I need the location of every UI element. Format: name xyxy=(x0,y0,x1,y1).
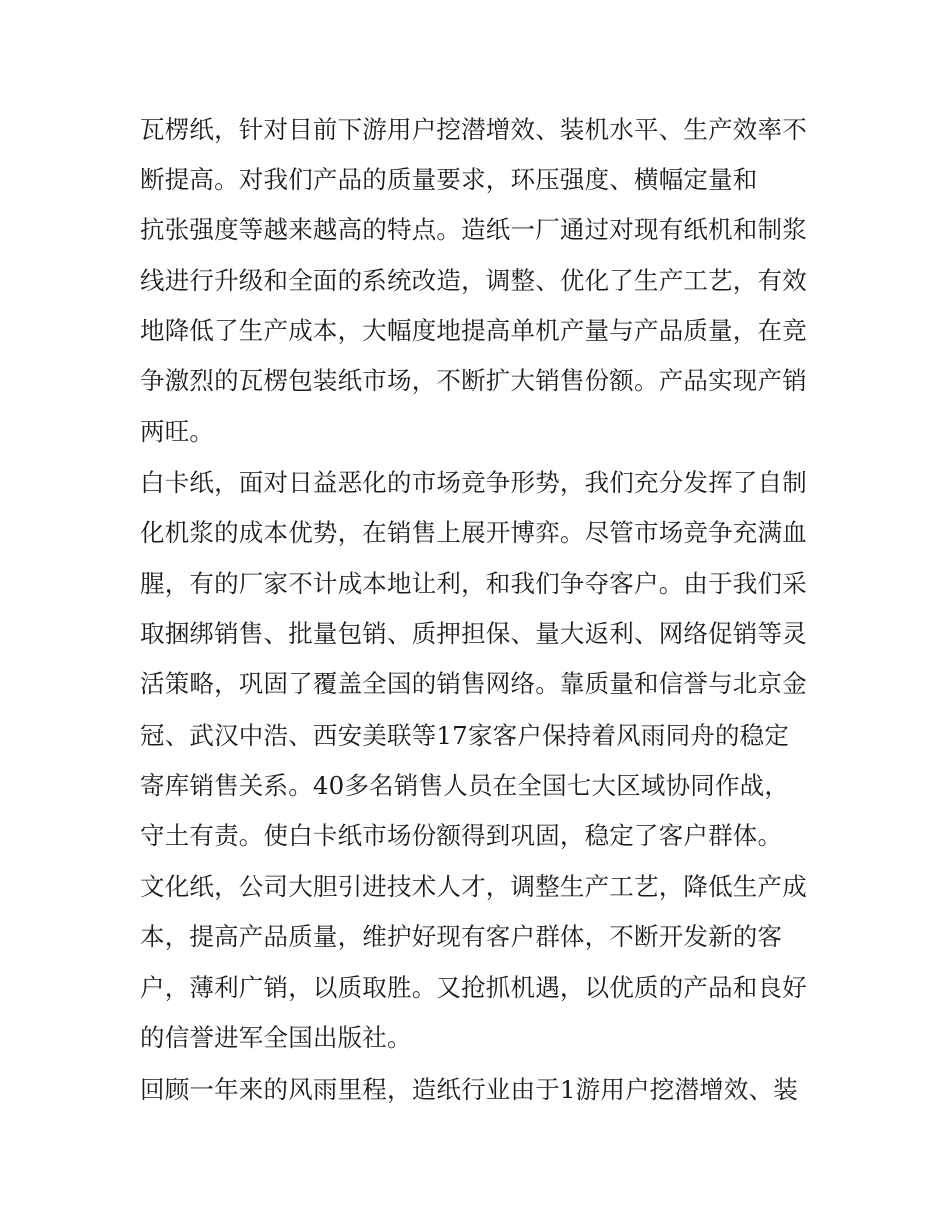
text-line-4: 线进行升级和全面的系统改造，调整、优化了生产工艺，有效 xyxy=(140,266,807,295)
text-line-3: 抗张强度等越来越高的特点。造纸一厂通过对现有纸机和制浆 xyxy=(140,215,807,244)
text-line-18: 户，薄利广销，以质取胜。又抢抓机遇，以优质的产品和良好 xyxy=(140,973,807,1002)
text-line-13: 冠、武汉中浩、西安美联等17家客户保持着风雨同舟的稳定 xyxy=(140,721,790,750)
text-line-5: 地降低了生产成本，大幅度地提高单机产量与产品质量，在竞 xyxy=(140,316,807,345)
text-line-19: 的信誉进军全国出版社。 xyxy=(140,1023,412,1052)
text-line-7: 两旺。 xyxy=(140,417,215,446)
text-line-14: 寄库销售关系。40多名销售人员在全国七大区域协同作战， xyxy=(140,771,790,800)
text-line-10: 腥，有的厂家不计成本地让利，和我们争夺客户。由于我们采 xyxy=(140,569,807,598)
text-line-16: 文化纸，公司大胆引进技术人才，调整生产工艺，降低生产成 xyxy=(140,872,807,901)
text-line-11: 取捆绑销售、批量包销、质押担保、量大返利、网络促销等灵 xyxy=(140,619,807,648)
text-line-6: 争激烈的瓦楞包装纸市场，不断扩大销售份额。产品实现产销 xyxy=(140,366,807,395)
text-line-1: 瓦楞纸，针对目前下游用户挖潜增效、装机水平、生产效率不 xyxy=(140,115,807,144)
text-line-15: 守土有责。使白卡纸市场份额得到巩固，稳定了客户群体。 xyxy=(140,821,783,850)
text-line-12: 活策略，巩固了覆盖全国的销售网络。靠质量和信誉与北京金 xyxy=(140,669,807,698)
text-line-20: 回顾一年来的风雨里程，造纸行业由于1游用户挖潜增效、装 xyxy=(140,1075,798,1104)
text-line-17: 本，提高产品质量，维护好现有客户群体，不断开发新的客 xyxy=(140,922,783,951)
text-line-9: 化机浆的成本优势，在销售上展开博弈。尽管市场竞争充满血 xyxy=(140,518,807,547)
text-line-8: 白卡纸，面对日益恶化的市场竞争形势，我们充分发挥了自制 xyxy=(140,468,807,497)
text-line-2: 断提高。对我们产品的质量要求，环压强度、横幅定量和 xyxy=(140,165,758,194)
